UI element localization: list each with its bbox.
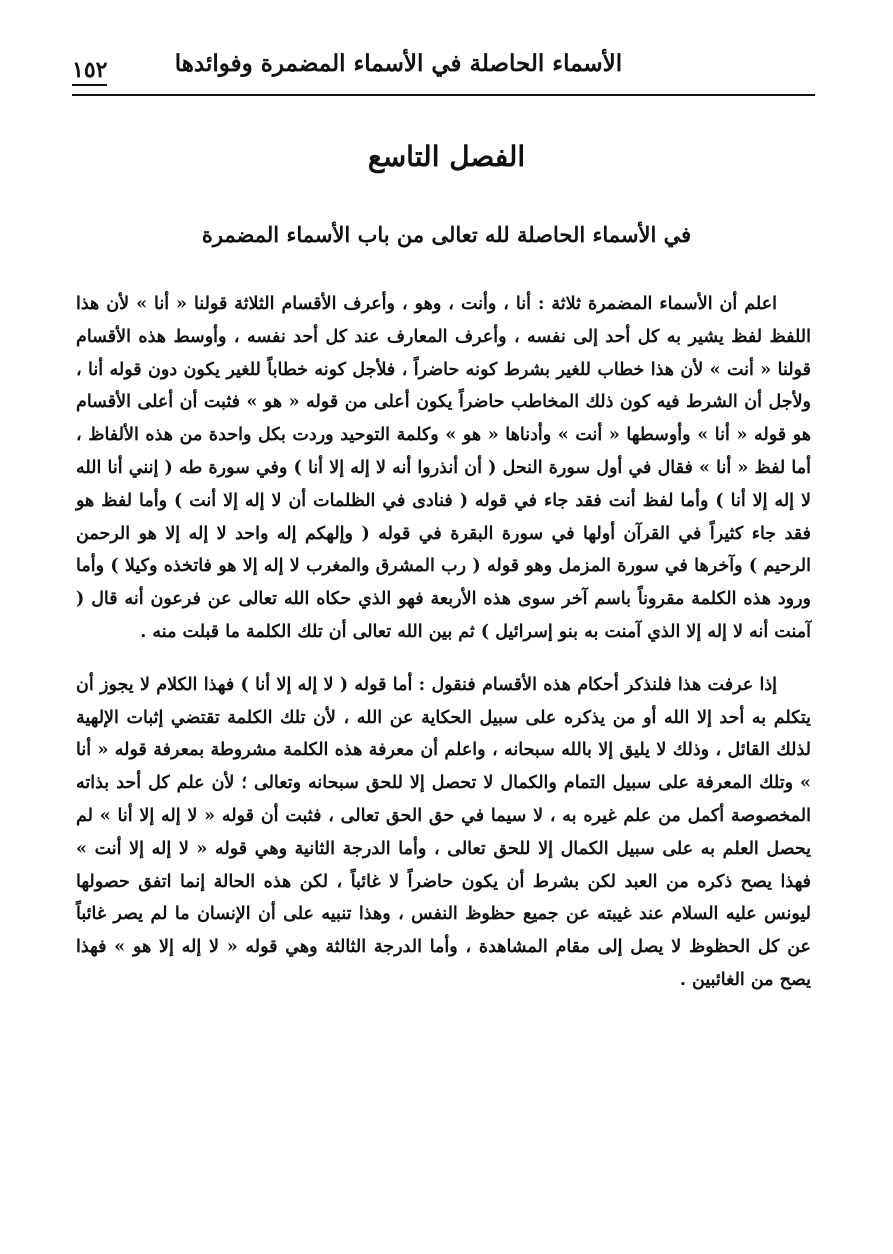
running-title: الأسماء الحاصلة في الأسماء المضمرة وفوائدها	[174, 50, 623, 77]
chapter-title: الفصل التاسع	[367, 140, 526, 173]
body-paragraph: اعلم أن الأسماء المضمرة ثلاثة : أنا ، وأنت ، وهو ، وأعرف الأقسام الثلاثة قولنا « أنا » لأن هذا اللفظ لفظ يشير به كل أحد إلى نفسه ، وأعرف المعارف عند كل أحد نفسه ، وأوسط هذه الأقسام قولنا « أنت » لأن هذا خطاب للغير بشرط كونه حاضراً ، فلأجل كونه خطاباً للغير يكون دون قوله أنا ، ولأجل أن الشرط فيه كون ذلك المخاطب حاضراً يكون أعلى من قوله « هو » فثبت أن أعلى الأقسام هو قوله « أنا » وأوسطها « أنت » وأدناها « هو » وكلمة التوحيد وردت بكل واحدة من هذه الألفاظ ، أما لفظ « أنا » فقال في أول سورة النحل ( أن أنذروا أنه لا إله إلا أنا ) وفي سورة طه ( إنني أنا الله لا إله إلا أنا ) وأما لفظ أنت فقد جاء في قوله ( فنادى في الظلمات أن لا إله إلا أنت ) وأما لفظ هو فقد جاء كثيراً في القرآن أولها في سورة البقرة في قوله ( وإلهكم إله واحد لا إله إلا هو الرحمن الرحيم ) وآخرها في سورة المزمل وهو قوله ( رب المشرق والمغرب لا إله إلا هو فاتخذه وكيلا ) وأما ورود هذه الكلمة مقروناً باسم آخر سوى هذه الأربعة فهو الذي حكاه الله تعالى عن فرعون أنه قال ( آمنت أنه لا إله إلا الذي آمنت به بنو إسرائيل ) ثم بين الله تعالى أن تلك الكلمة ما قبلت منه .	[76, 294, 811, 642]
running-header	[72, 42, 815, 96]
body-text	[76, 288, 811, 997]
chapter-subtitle: في الأسماء الحاصلة لله تعالى من باب الأسماء المضمرة	[201, 222, 692, 247]
page-number: ١٥٢	[72, 56, 107, 86]
body-paragraph: إذا عرفت هذا فلنذكر أحكام هذه الأقسام فنقول : أما قوله ( لا إله إلا أنا ) فهذا الكلام لا يجوز أن يتكلم به أحد إلا الله أو من يذكره على سبيل الحكاية عن الله ، لأن تلك الكلمة تقتضي إثبات الإلهية لذلك القائل ، وذلك لا يليق إلا بالله سبحانه ، واعلم أن معرفة هذه الكلمة مشروطة بمعرفة قوله « أنا » وتلك المعرفة على سبيل التمام والكمال لا تحصل إلا للحق سبحانه وتعالى ؛ لأن علم كل أحد بذاته المخصوصة أكمل من علم غيره به ، لا سيما في حق الحق تعالى ، فثبت أن قوله « لا إله إلا أنا » لم يحصل العلم به على سبيل الكمال إلا للحق تعالى ، وأما الدرجة الثانية وهي قوله « لا إله إلا أنت » فهذا يصح ذكره من العبد لكن بشرط أن يكون حاضراً لا غائباً ، لكن هذه الحالة إنما اتفق حصولها ليونس عليه السلام عند غيبته عن جميع حظوظ النفس ، وهذا تنبيه على أن الإنسان ما لم يصر غائباً عن كل الحظوظ لا يصل إلى مقام المشاهدة ، وأما الدرجة الثالثة وهي قوله « لا إله إلا هو » فهذا يصح من الغائبين .	[76, 674, 811, 990]
